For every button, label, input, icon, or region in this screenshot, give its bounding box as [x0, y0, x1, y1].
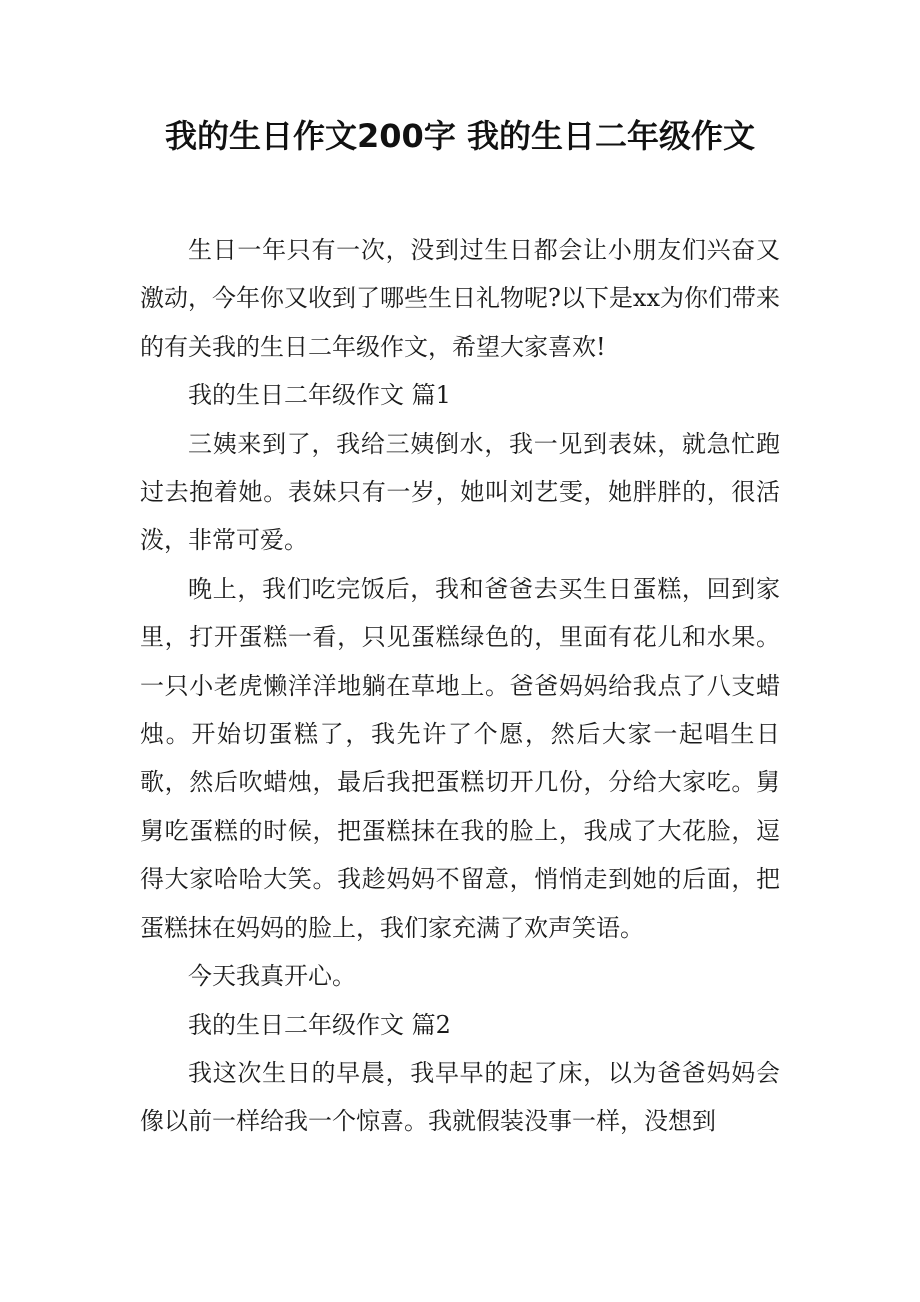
body-paragraph: 三姨来到了，我给三姨倒水，我一见到表妹，就急忙跑过去抱着她。表妹只有一岁，她叫刘艺雯，她胖胖的，很活泼，非常可爱。	[140, 429, 780, 555]
section-heading-2: 我的生日二年级作文 篇2	[188, 1010, 451, 1039]
body-paragraph: 今天我真开心。	[188, 962, 356, 991]
intro-paragraph: 生日一年只有一次，没到过生日都会让小朋友们兴奋又激动，今年你又收到了哪些生日礼物呢?以下是xx为你们带来的有关我的生日二年级作文，希望大家喜欢!	[140, 236, 780, 361]
document-title: 我的生日作文200字 我的生日二年级作文	[165, 117, 755, 155]
body-paragraph: 我这次生日的早晨，我早早的起了床，以为爸爸妈妈会像以前一样给我一个惊喜。我就假装没事一样，没想到	[140, 1058, 780, 1136]
document-body	[140, 226, 780, 1146]
section-heading-1: 我的生日二年级作文 篇1	[188, 381, 451, 410]
body-paragraph: 晚上，我们吃完饭后，我和爸爸去买生日蛋糕，回到家里，打开蛋糕一看，只见蛋糕绿色的，里面有花儿和水果。一只小老虎懒洋洋地躺在草地上。爸爸妈妈给我点了八支蜡烛。开始切蛋糕了，我先许了个愿，然后大家一起唱生日歌，然后吹蜡烛，最后我把蛋糕切开几份，分给大家吃。舅舅吃蛋糕的时候，把蛋糕抹在我的脸上，我成了大花脸，逗得大家哈哈大笑。我趁妈妈不留意，悄悄走到她的后面，把蛋糕抹在妈妈的脸上，我们家充满了欢声笑语。	[140, 574, 780, 942]
